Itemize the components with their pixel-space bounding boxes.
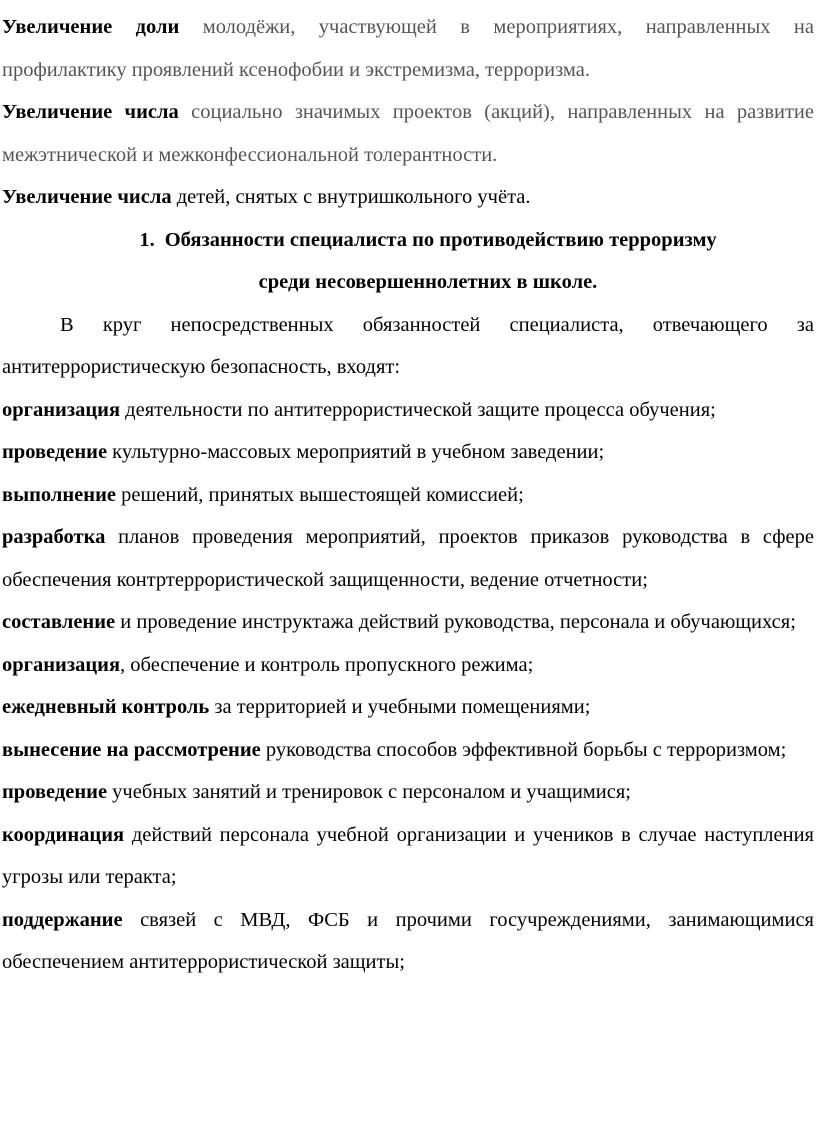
section-heading-line1: Обязанности специалиста по противодействию терроризму <box>164 228 717 251</box>
duty-bold: координация <box>2 823 125 846</box>
intro-bold-3: Увеличение числа <box>2 186 172 208</box>
duty-text: культурно-массовых мероприятий в учебном заведении; <box>107 441 605 463</box>
intro-text-1: молодёжи, участвующей в мероприятиях, направленных на профилактику проявлений ксенофобии и экстремизма, терроризма. <box>2 16 815 81</box>
duty-item <box>2 474 814 517</box>
duty-text: , обеспечение и контроль пропускного режима; <box>120 653 534 676</box>
lead-paragraph: В круг непосредственных обязанностей специалиста, отвечающего за антитеррористическую безопасность, входят: <box>2 313 814 378</box>
duty-item <box>2 644 814 687</box>
duty-item <box>2 729 814 772</box>
duty-bold: ежедневный контроль <box>2 696 210 718</box>
intro-paragraph-2 <box>2 91 814 176</box>
duty-bold: выполнение <box>2 483 117 506</box>
duty-item <box>2 899 814 984</box>
duty-item <box>2 771 814 814</box>
section-number: 1. <box>139 228 155 251</box>
duty-bold: проведение <box>2 781 108 803</box>
duty-text: деятельности по антитеррористической защите процесса обучения; <box>120 398 716 421</box>
intro-bold-2: Увеличение числа <box>2 101 179 123</box>
intro-text-3: детей, снятых с внутришкольного учёта. <box>171 186 531 208</box>
intro-paragraph-1 <box>2 6 814 91</box>
duty-bold: поддержание <box>2 908 123 931</box>
duty-bold: проведение <box>2 441 108 463</box>
duty-item <box>2 601 814 644</box>
duty-bold: составление <box>2 611 116 633</box>
duty-text: учебных занятий и тренировок с персоналом и учащимися; <box>107 781 631 803</box>
duty-bold: разработка <box>2 526 106 548</box>
duty-text: решений, принятых вышестоящей комиссией; <box>116 483 524 506</box>
section-heading <box>2 219 814 262</box>
intro-paragraph-3 <box>2 176 814 219</box>
intro-text-2: социально значимых проектов (акций), направленных на развитие межэтнической и межконфессиональной толерантности. <box>2 101 815 166</box>
duty-item <box>2 431 814 474</box>
duty-bold: организация <box>2 398 121 421</box>
duty-text: действий персонала учебной организации и учеников в случае наступления угрозы или теракта; <box>2 823 814 888</box>
duty-bold: вынесение на рассмотрение <box>2 738 261 761</box>
duty-text: планов проведения мероприятий, проектов приказов руководства в сфере обеспечения контртеррористической защищенности, ведение отчетности; <box>2 526 814 591</box>
duty-item <box>2 516 814 601</box>
section-heading-line2: среди несовершеннолетних в школе. <box>258 271 598 293</box>
section-heading-continued <box>2 261 814 304</box>
duty-item <box>2 389 814 432</box>
duty-text: и проведение инструктажа действий руководства, персонала и обучающихся; <box>115 611 796 633</box>
duty-bold: организация <box>2 653 121 676</box>
intro-bold-1: Увеличение доли <box>2 16 180 38</box>
duty-text: за территорией и учебными помещениями; <box>209 696 591 718</box>
duty-text: связей с МВД, ФСБ и прочими госучреждениями, занимающимися обеспечением антитеррористической защиты; <box>2 908 814 973</box>
duty-text: руководства способов эффективной борьбы с терроризмом; <box>260 738 787 761</box>
duty-item <box>2 814 814 899</box>
duty-item <box>2 686 814 729</box>
